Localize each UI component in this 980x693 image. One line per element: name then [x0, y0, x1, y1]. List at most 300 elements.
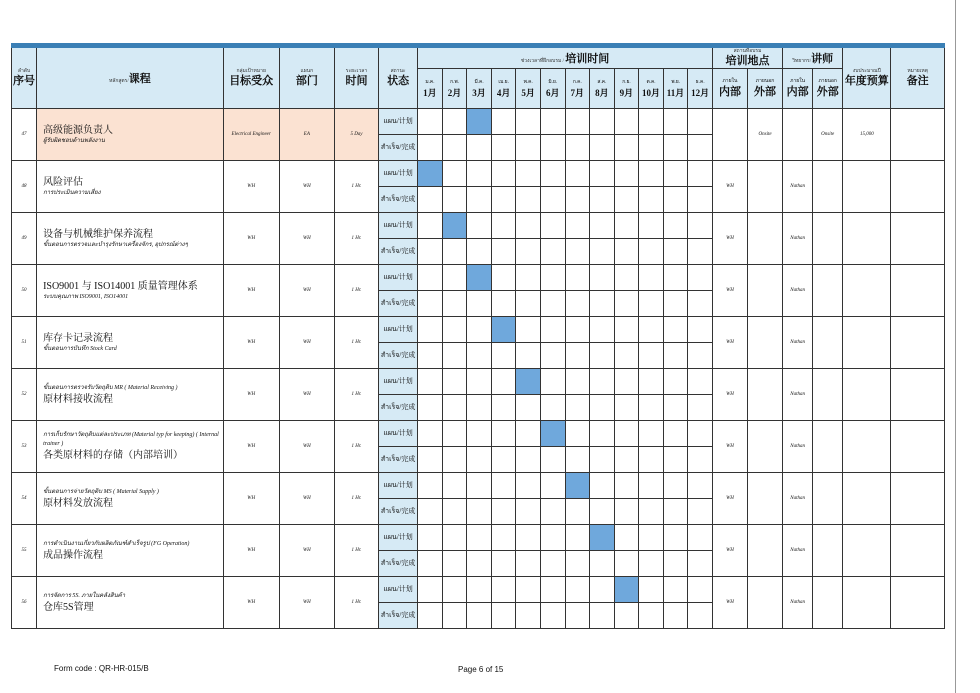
status-plan-label: แผน/计划 — [383, 429, 413, 437]
col-status-header — [379, 48, 418, 109]
course-name-cn: 设备与机械维护保养流程 — [43, 228, 154, 240]
col-time-header — [334, 48, 378, 109]
col-target-th: กลุ่มเป้าหมาย — [236, 69, 266, 74]
duration: 1 Hr. — [334, 265, 378, 317]
plan-cell-month-6 — [540, 265, 565, 291]
plan-cell-month-7 — [565, 265, 590, 291]
plan-cell-month-4 — [491, 213, 516, 239]
budget-cell — [843, 525, 891, 577]
plan-cell-month-3 — [467, 473, 492, 499]
course-name-th: การจัดการ 5S. ภายในคลังสินค้า — [43, 592, 126, 599]
month-th: ธ.ค. — [695, 79, 705, 85]
col-time-th: ระยะเวลา — [345, 69, 368, 74]
done-cell-month-3 — [467, 187, 492, 213]
subheader-th: ภายนอก — [755, 79, 775, 84]
done-cell-month-9 — [614, 239, 639, 265]
course-name-th: ขั้นตอนการบันทึก Stock Card — [43, 345, 117, 352]
loc-in-cell: WH — [712, 577, 747, 629]
department: WH — [279, 213, 334, 265]
table-row — [12, 473, 945, 499]
done-cell-month-3 — [467, 551, 492, 577]
remark-cell — [891, 265, 945, 317]
course-cell — [37, 161, 224, 213]
loc-out-cell — [748, 369, 783, 421]
month-th: ม.ค. — [425, 79, 435, 85]
department: WH — [279, 161, 334, 213]
done-cell-month-6 — [540, 395, 565, 421]
subheader-cn: 外部 — [754, 86, 777, 98]
done-cell-month-5 — [516, 447, 541, 473]
budget-cell — [843, 369, 891, 421]
done-cell-month-8 — [590, 603, 615, 629]
done-cell-month-7 — [565, 395, 590, 421]
status-done-label: สำเร็จ/完成 — [380, 299, 416, 307]
table-row — [12, 109, 945, 135]
done-cell-month-10 — [639, 603, 664, 629]
status-plan-label: แผน/计划 — [383, 533, 413, 541]
done-cell-month-11 — [663, 343, 688, 369]
done-cell-month-11 — [663, 135, 688, 161]
plan-cell-month-5 — [516, 473, 541, 499]
loc-out-cell — [748, 213, 783, 265]
col-course-cn: 课程 — [128, 73, 151, 85]
tr-in-cell: Nathan — [783, 161, 813, 213]
col-time-cn: 时间 — [345, 75, 368, 87]
plan-cell-month-3 — [467, 109, 492, 135]
month-cn: 7月 — [570, 87, 585, 98]
month-th: มี.ค. — [474, 79, 484, 85]
month-th: ต.ค. — [646, 79, 656, 85]
remark-cell — [891, 525, 945, 577]
done-cell-month-1 — [418, 239, 443, 265]
table-body — [12, 109, 945, 629]
done-cell-month-7 — [565, 603, 590, 629]
loc-out-cell — [748, 265, 783, 317]
status-plan — [379, 161, 418, 187]
col-course-header — [37, 48, 224, 109]
plan-cell-month-4 — [491, 369, 516, 395]
plan-cell-month-3 — [467, 213, 492, 239]
plan-cell-month-4 — [491, 473, 516, 499]
month-header-11 — [663, 69, 688, 109]
plan-cell-month-4 — [491, 577, 516, 603]
plan-cell-month-4 — [491, 421, 516, 447]
plan-cell-month-5 — [516, 369, 541, 395]
row-number: 51 — [12, 317, 37, 369]
plan-cell-month-12 — [688, 369, 713, 395]
loc-out-cell — [748, 421, 783, 473]
row-number: 52 — [12, 369, 37, 421]
plan-cell-month-6 — [540, 317, 565, 343]
loc-out-cell — [748, 317, 783, 369]
done-cell-month-5 — [516, 343, 541, 369]
duration: 1 Hr. — [334, 369, 378, 421]
plan-cell-month-9 — [614, 473, 639, 499]
plan-cell-month-4 — [491, 525, 516, 551]
plan-cell-month-2 — [442, 317, 467, 343]
budget-cell — [843, 577, 891, 629]
done-cell-month-12 — [688, 239, 713, 265]
table-row — [12, 265, 945, 291]
col-remark-th: หมายเหตุ — [907, 69, 928, 74]
form-code: Form code : QR-HR-015/B — [54, 664, 149, 673]
training-plan-sheet — [11, 43, 945, 629]
done-cell-month-10 — [639, 343, 664, 369]
col-course-th: หลักสูตร/ — [108, 79, 129, 84]
course-name-th: การประเมินความเสี่ยง — [43, 189, 101, 196]
done-cell-month-5 — [516, 291, 541, 317]
done-cell-month-10 — [639, 551, 664, 577]
col-target-header — [223, 48, 279, 109]
done-cell-month-6 — [540, 551, 565, 577]
plan-cell-month-6 — [540, 473, 565, 499]
plan-cell-month-12 — [688, 525, 713, 551]
plan-cell-month-7 — [565, 317, 590, 343]
department: WH — [279, 525, 334, 577]
loc-out-cell — [748, 577, 783, 629]
department: WH — [279, 265, 334, 317]
plan-cell-month-8 — [590, 109, 615, 135]
plan-cell-month-9 — [614, 265, 639, 291]
training-plan-table — [11, 43, 945, 629]
plan-cell-month-3 — [467, 421, 492, 447]
course-cell — [37, 369, 224, 421]
done-cell-month-12 — [688, 499, 713, 525]
done-cell-month-2 — [442, 603, 467, 629]
tr-in-cell — [783, 109, 813, 161]
table-row — [12, 525, 945, 551]
status-done-label: สำเร็จ/完成 — [380, 403, 416, 411]
course-name-th: ขั้นตอนการตรวจรับวัตถุดิบ MR ( Material Receiving ) — [43, 384, 178, 391]
target-audience: WH — [223, 577, 279, 629]
row-number: 49 — [12, 213, 37, 265]
col-trainer-th: วิทยากร/ — [792, 59, 812, 64]
budget-cell — [843, 473, 891, 525]
plan-cell-month-10 — [639, 213, 664, 239]
done-cell-month-10 — [639, 291, 664, 317]
done-cell-month-6 — [540, 343, 565, 369]
course-cell — [37, 577, 224, 629]
done-cell-month-5 — [516, 187, 541, 213]
budget-cell — [843, 161, 891, 213]
month-th: ก.ค. — [572, 79, 582, 85]
loc-out-cell — [748, 473, 783, 525]
month-th: เม.ย. — [498, 79, 509, 85]
plan-cell-month-9 — [614, 369, 639, 395]
status-done-label: สำเร็จ/完成 — [380, 143, 416, 151]
plan-cell-month-11 — [663, 525, 688, 551]
done-cell-month-7 — [565, 343, 590, 369]
done-cell-month-8 — [590, 551, 615, 577]
status-plan — [379, 473, 418, 499]
row-number: 53 — [12, 421, 37, 473]
subheader-cn: 内部 — [786, 86, 809, 98]
plan-cell-month-5 — [516, 109, 541, 135]
done-cell-month-11 — [663, 447, 688, 473]
plan-cell-month-3 — [467, 525, 492, 551]
plan-cell-month-1 — [418, 577, 443, 603]
target-audience: Electrical Engineer — [223, 109, 279, 161]
plan-cell-month-5 — [516, 213, 541, 239]
done-cell-month-7 — [565, 135, 590, 161]
plan-cell-month-7 — [565, 525, 590, 551]
done-cell-month-1 — [418, 291, 443, 317]
plan-cell-month-7 — [565, 109, 590, 135]
col-no-header — [12, 48, 37, 109]
done-cell-month-9 — [614, 551, 639, 577]
done-cell-month-4 — [491, 395, 516, 421]
tr-in-cell: Nathan — [783, 369, 813, 421]
status-plan — [379, 317, 418, 343]
done-cell-month-8 — [590, 395, 615, 421]
plan-cell-month-2 — [442, 421, 467, 447]
course-name-cn: 成品操作流程 — [43, 549, 104, 561]
done-cell-month-6 — [540, 603, 565, 629]
target-audience: WH — [223, 421, 279, 473]
table-row — [12, 161, 945, 187]
col-budget-cn: 年度预算 — [844, 75, 889, 87]
plan-cell-month-12 — [688, 213, 713, 239]
target-audience: WH — [223, 161, 279, 213]
duration: 5 Day — [334, 109, 378, 161]
plan-cell-month-10 — [639, 109, 664, 135]
done-cell-month-10 — [639, 447, 664, 473]
month-th: ก.พ. — [450, 79, 459, 85]
course-name-cn: 仓库5S管理 — [43, 601, 94, 613]
done-cell-month-12 — [688, 447, 713, 473]
subheader-tr-in — [783, 69, 813, 109]
done-cell-month-11 — [663, 395, 688, 421]
plan-cell-month-3 — [467, 369, 492, 395]
plan-cell-month-1 — [418, 317, 443, 343]
tr-in-cell: Nathan — [783, 577, 813, 629]
done-cell-month-10 — [639, 395, 664, 421]
month-cn: 11月 — [666, 87, 685, 98]
done-cell-month-1 — [418, 603, 443, 629]
done-cell-month-7 — [565, 499, 590, 525]
month-cn: 10月 — [641, 87, 660, 98]
plan-cell-month-12 — [688, 317, 713, 343]
remark-cell — [891, 317, 945, 369]
plan-cell-month-9 — [614, 525, 639, 551]
duration: 1 Hr. — [334, 577, 378, 629]
plan-cell-month-7 — [565, 473, 590, 499]
plan-cell-month-3 — [467, 577, 492, 603]
row-number: 55 — [12, 525, 37, 577]
done-cell-month-1 — [418, 395, 443, 421]
status-plan-label: แผน/计划 — [383, 377, 413, 385]
col-budget-th: งบประมาณปี — [852, 69, 881, 74]
tr-in-cell: Nathan — [783, 473, 813, 525]
done-cell-month-9 — [614, 291, 639, 317]
month-th: พ.ย. — [671, 79, 680, 85]
course-cell — [37, 525, 224, 577]
loc-in-cell: WH — [712, 161, 747, 213]
plan-cell-month-4 — [491, 317, 516, 343]
plan-cell-month-12 — [688, 473, 713, 499]
month-header-12 — [688, 69, 713, 109]
status-plan-label: แผน/计划 — [383, 273, 413, 281]
done-cell-month-6 — [540, 291, 565, 317]
plan-cell-month-10 — [639, 577, 664, 603]
target-audience: WH — [223, 213, 279, 265]
department: WH — [279, 473, 334, 525]
remark-cell — [891, 577, 945, 629]
department: WH — [279, 577, 334, 629]
done-cell-month-11 — [663, 499, 688, 525]
plan-cell-month-8 — [590, 577, 615, 603]
col-dept-cn: 部门 — [295, 75, 318, 87]
remark-cell — [891, 109, 945, 161]
duration: 1 Hr. — [334, 317, 378, 369]
done-cell-month-2 — [442, 551, 467, 577]
budget-cell — [843, 421, 891, 473]
col-location-th: สถานที่อบรม — [733, 49, 762, 54]
tr-in-cell: Nathan — [783, 213, 813, 265]
course-cell — [37, 265, 224, 317]
subheader-loc-in — [712, 69, 747, 109]
done-cell-month-7 — [565, 447, 590, 473]
status-done-label: สำเร็จ/完成 — [380, 611, 416, 619]
plan-cell-month-2 — [442, 161, 467, 187]
plan-cell-month-2 — [442, 213, 467, 239]
course-cell — [37, 473, 224, 525]
page-edge-line — [955, 0, 956, 693]
done-cell-month-9 — [614, 603, 639, 629]
done-cell-month-2 — [442, 447, 467, 473]
department: WH — [279, 317, 334, 369]
row-number: 50 — [12, 265, 37, 317]
month-header-8 — [590, 69, 615, 109]
done-cell-month-6 — [540, 499, 565, 525]
plan-cell-month-11 — [663, 317, 688, 343]
status-plan — [379, 265, 418, 291]
tr-out-cell — [813, 161, 843, 213]
done-cell-month-4 — [491, 239, 516, 265]
table-row — [12, 421, 945, 447]
done-cell-month-2 — [442, 135, 467, 161]
plan-cell-month-11 — [663, 369, 688, 395]
subheader-tr-out — [813, 69, 843, 109]
tr-in-cell: Nathan — [783, 525, 813, 577]
done-cell-month-4 — [491, 343, 516, 369]
status-plan-label: แผน/计划 — [383, 585, 413, 593]
done-cell-month-5 — [516, 551, 541, 577]
month-header-10 — [639, 69, 664, 109]
month-header-5 — [516, 69, 541, 109]
course-cell — [37, 421, 224, 473]
course-name-th: ระบบคุณภาพ ISO9001, ISO14001 — [43, 293, 129, 300]
course-name-cn: 高级能源负责人 — [43, 124, 114, 136]
target-audience: WH — [223, 473, 279, 525]
plan-cell-month-5 — [516, 161, 541, 187]
month-header-4 — [491, 69, 516, 109]
table-row — [12, 577, 945, 603]
plan-cell-month-8 — [590, 213, 615, 239]
plan-cell-month-1 — [418, 369, 443, 395]
status-plan — [379, 421, 418, 447]
plan-cell-month-11 — [663, 109, 688, 135]
month-header-1 — [418, 69, 443, 109]
subheader-th: ภายใน — [722, 79, 738, 84]
course-cell — [37, 317, 224, 369]
status-plan — [379, 369, 418, 395]
loc-in-cell: WH — [712, 473, 747, 525]
done-cell-month-8 — [590, 499, 615, 525]
done-cell-month-12 — [688, 551, 713, 577]
status-done — [379, 551, 418, 577]
plan-cell-month-6 — [540, 109, 565, 135]
remark-cell — [891, 421, 945, 473]
status-done-label: สำเร็จ/完成 — [380, 559, 416, 567]
month-cn: 4月 — [496, 87, 511, 98]
done-cell-month-8 — [590, 187, 615, 213]
month-cn: 12月 — [691, 87, 710, 98]
done-cell-month-5 — [516, 395, 541, 421]
done-cell-month-8 — [590, 239, 615, 265]
done-cell-month-1 — [418, 343, 443, 369]
plan-cell-month-10 — [639, 317, 664, 343]
row-number: 56 — [12, 577, 37, 629]
done-cell-month-10 — [639, 135, 664, 161]
status-plan-label: แผน/计划 — [383, 221, 413, 229]
done-cell-month-9 — [614, 135, 639, 161]
plan-cell-month-12 — [688, 161, 713, 187]
plan-cell-month-1 — [418, 213, 443, 239]
done-cell-month-4 — [491, 499, 516, 525]
plan-cell-month-12 — [688, 421, 713, 447]
plan-cell-month-11 — [663, 577, 688, 603]
plan-cell-month-1 — [418, 265, 443, 291]
done-cell-month-4 — [491, 447, 516, 473]
subheader-loc-out — [748, 69, 783, 109]
plan-cell-month-10 — [639, 265, 664, 291]
done-cell-month-9 — [614, 395, 639, 421]
target-audience: WH — [223, 525, 279, 577]
done-cell-month-6 — [540, 187, 565, 213]
plan-cell-month-2 — [442, 525, 467, 551]
done-cell-month-2 — [442, 239, 467, 265]
loc-in-cell: WH — [712, 525, 747, 577]
col-budget-header — [843, 48, 891, 109]
row-number: 48 — [12, 161, 37, 213]
month-th: พ.ค. — [523, 79, 533, 85]
done-cell-month-5 — [516, 603, 541, 629]
done-cell-month-2 — [442, 395, 467, 421]
duration: 1 Hr. — [334, 421, 378, 473]
plan-cell-month-8 — [590, 265, 615, 291]
loc-out-cell — [748, 525, 783, 577]
done-cell-month-2 — [442, 343, 467, 369]
plan-cell-month-8 — [590, 421, 615, 447]
done-cell-month-12 — [688, 187, 713, 213]
plan-cell-month-4 — [491, 161, 516, 187]
done-cell-month-11 — [663, 187, 688, 213]
status-done-label: สำเร็จ/完成 — [380, 351, 416, 359]
done-cell-month-3 — [467, 135, 492, 161]
month-header-3 — [467, 69, 492, 109]
course-name-th: ขั้นตอนการตรวจและบำรุงรักษาเครื่องจักร, อุปกรณ์ต่างๆ — [43, 241, 188, 248]
tr-out-cell — [813, 317, 843, 369]
course-name-cn: ISO9001 与 ISO14001 质量管理体系 — [43, 280, 198, 292]
tr-out-cell — [813, 525, 843, 577]
course-name-cn: 原材料发放流程 — [43, 497, 114, 509]
status-plan-label: แผน/计划 — [383, 325, 413, 333]
plan-cell-month-10 — [639, 369, 664, 395]
col-dept-header — [279, 48, 334, 109]
remark-cell — [891, 213, 945, 265]
loc-in-cell: WH — [712, 369, 747, 421]
